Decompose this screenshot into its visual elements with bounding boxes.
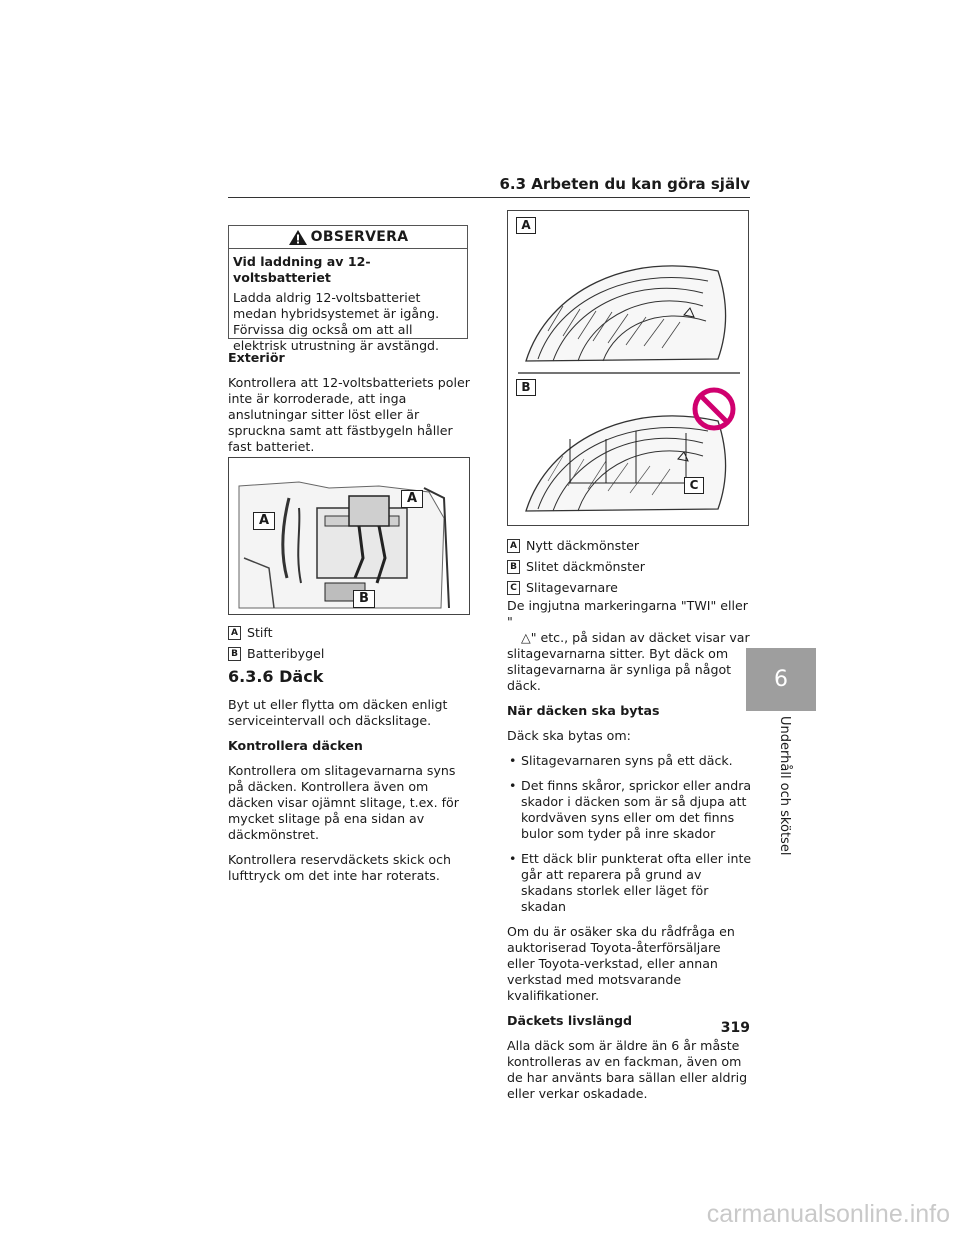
chapter-tab: 6 <box>746 648 816 711</box>
caption-key: B <box>228 647 241 661</box>
caption-item <box>507 577 752 598</box>
caption-text: Slitagevarnare <box>526 579 618 595</box>
caption-text: Slitet däckmönster <box>526 558 645 574</box>
tire-figure <box>507 210 749 526</box>
twi-triangle-icon: △ <box>521 630 531 645</box>
warning-box-header <box>229 226 467 249</box>
tires-section <box>228 669 470 884</box>
caption-item <box>228 622 470 643</box>
battery-captions <box>228 622 470 664</box>
warning-text: Ladda aldrig 12-voltsbatteriet medan hybridsystemet är igång. Förvissa dig också om att all elektrisk utrustning är avstängd. <box>233 290 440 353</box>
new-tread <box>526 266 726 361</box>
list-item: • Slitagevarnaren syns på ett däck. <box>507 753 752 769</box>
check-heading: Kontrollera däcken <box>228 738 363 753</box>
twi-text-part-1: De ingjutna markeringarna "TWI" eller " <box>507 598 748 629</box>
watermark: carmanualsonline.info <box>706 1200 950 1228</box>
warning-icon <box>288 229 308 246</box>
section-intro: Byt ut eller flytta om däcken enligt serviceintervall och däckslitage. <box>228 697 448 728</box>
twi-text <box>507 598 752 694</box>
caption-key: C <box>507 581 520 595</box>
caption-key: A <box>507 539 520 553</box>
figure-label-a-right: A <box>401 490 423 508</box>
section-header: 6.3 Arbeten du kan göra själv <box>499 175 750 193</box>
battery-figure <box>228 457 470 615</box>
worn-tread <box>526 416 726 511</box>
tire-label-b: B <box>516 379 536 396</box>
twi-text-part-2: " etc., på sidan av däcket visar var slitagevarnarna sitter. Byt däck om slitagevarnarna är synliga på något däck. <box>507 630 750 693</box>
tire-captions <box>507 535 752 1102</box>
caption-text: Nytt däckmönster <box>526 537 640 553</box>
replace-heading: När däcken ska bytas <box>507 703 660 718</box>
page-number: 319 <box>720 1020 750 1036</box>
header-divider <box>228 197 750 198</box>
tire-illustration <box>508 211 748 525</box>
list-item: • Ett däck blir punkterat ofta eller inte går att reparera på grund av skadans storlek eller läget för skadan <box>507 851 752 915</box>
figure-label-a-left: A <box>253 512 275 530</box>
check-text-1: Kontrollera om slitagevarnarna syns på däcken. Kontrollera även om däcken visar ojämnt slitage, t.ex. för mycket slitage på ena sidan av däckmönstret. <box>228 763 459 842</box>
caption-key: B <box>507 560 520 574</box>
tire-label-c: C <box>684 477 704 494</box>
caption-key: A <box>228 626 241 640</box>
replace-intro: Däck ska bytas om: <box>507 728 631 743</box>
exterior-text: Kontrollera att 12-voltsbatteriets poler inte är korroderade, att inga anslutningar sitter löst eller är spruckna samt att fästbygeln håller fast batteriet. <box>228 375 470 454</box>
list-item: • Det finns skåror, sprickor eller andra skador i däcken som är så djupa att kordväven syns eller om det finns bulor som tyder på inre skador <box>507 778 752 842</box>
chapter-tab-label: Underhåll och skötsel <box>777 716 792 856</box>
battery-illustration <box>229 458 469 614</box>
caption-text: Stift <box>247 624 273 640</box>
warning-box <box>228 225 468 353</box>
tire-label-a: A <box>516 217 536 234</box>
life-text: Alla däck som är äldre än 6 år måste kontrolleras av en fackman, även om de har använts bara sällan eller aldrig eller verkar oskadade. <box>507 1038 748 1101</box>
exterior-section <box>228 350 470 455</box>
section-heading: 6.3.6 Däck <box>228 667 324 686</box>
caption-item <box>507 556 752 577</box>
figure-label-b: B <box>353 590 375 608</box>
check-text-2: Kontrollera reservdäckets skick och lufttryck om det inte har roterats. <box>228 852 452 883</box>
advice-text: Om du är osäker ska du rådfråga en auktoriserad Toyota-återförsäljare eller Toyota-verkstad, eller annan verkstad med motsvarande kvalifikationer. <box>507 924 735 1003</box>
caption-item <box>228 643 470 664</box>
exterior-heading: Exteriör <box>228 350 285 365</box>
warning-title: OBSERVERA <box>310 229 409 245</box>
warning-subtitle: Vid laddning av 12-voltsbatteriet <box>233 254 371 285</box>
caption-item <box>507 535 752 556</box>
life-heading: Däckets livslängd <box>507 1013 633 1028</box>
caption-text: Batteribygel <box>247 645 325 661</box>
